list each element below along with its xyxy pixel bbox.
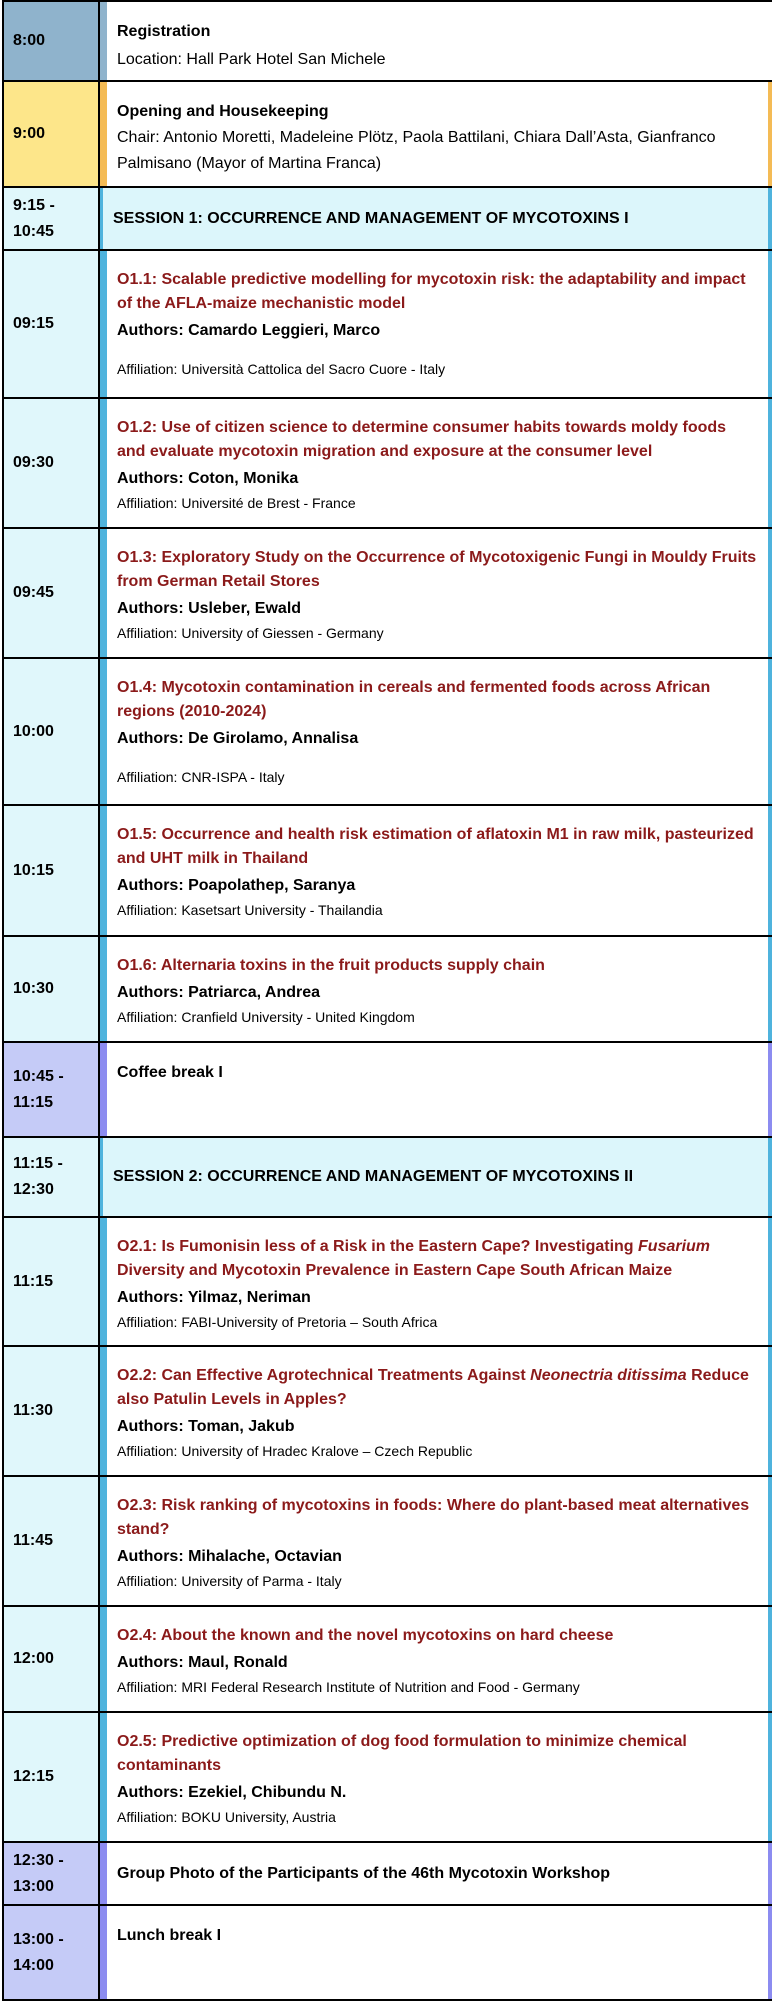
color-bar (100, 82, 107, 186)
talk-cell (107, 399, 772, 527)
talk-cell (107, 806, 772, 935)
color-bar-right (768, 399, 772, 527)
color-bar-right (768, 1607, 772, 1711)
event-cell (107, 2, 772, 80)
color-bar-right (768, 251, 772, 397)
schedule-row-lunch-break (2, 1906, 772, 2001)
talk-authors: Authors: Patriarca, Andrea (117, 984, 321, 1001)
session-title: SESSION 2: OCCURRENCE AND MANAGEMENT OF MYCOTOXINS II (113, 1168, 634, 1185)
talk-title-text: O2.3: Risk ranking of mycotoxins in foods: Where do plant-based meat alternatives stand? (117, 1497, 750, 1538)
color-bar (100, 1843, 107, 1904)
event-title: Lunch break I (117, 1927, 222, 1944)
color-bar-right (768, 659, 772, 804)
talk-title (117, 1235, 758, 1283)
session-cell (103, 188, 772, 249)
time-cell (2, 188, 100, 249)
schedule-row-session-2 (2, 1138, 772, 1218)
talk-affiliation: Affiliation: CNR-ISPA - Italy (117, 769, 285, 785)
color-bar (100, 1477, 107, 1605)
time-end: 13:00 (13, 1877, 54, 1895)
schedule-row-group-photo (2, 1843, 772, 1906)
event-cell (107, 1843, 772, 1904)
time-label: 10:30 (13, 980, 54, 997)
event-chair: Chair: Antonio Moretti, Madeleine Plötz, Paola Battilani, Chiara Dall’Asta, Gianfranco Palmisano (Mayor of Martina Franca) (117, 129, 716, 172)
talk-affiliation: Affiliation: University of Hradec Kralove – Czech Republic (117, 1443, 473, 1459)
time-cell (2, 1043, 100, 1136)
talk-affiliation: Affiliation: Università Cattolica del Sacro Cuore - Italy (117, 361, 446, 377)
color-bar-right (768, 1477, 772, 1605)
color-bar (100, 251, 107, 397)
color-bar-right (768, 1218, 772, 1345)
talk-title-species: Neonectria ditissima (530, 1367, 687, 1384)
talk-row (2, 1607, 772, 1713)
color-bar-right (768, 1713, 772, 1841)
time-cell (2, 82, 100, 186)
time-label: 8:00 (13, 32, 46, 49)
session-cell (103, 1138, 772, 1216)
time-cell (2, 937, 100, 1041)
talk-affiliation: Affiliation: FABI-University of Pretoria – South Africa (117, 1314, 438, 1330)
event-location: Location: Hall Park Hotel San Michele (117, 51, 386, 68)
talk-affiliation: Affiliation: MRI Federal Research Institute of Nutrition and Food - Germany (117, 1679, 580, 1695)
talk-row (2, 529, 772, 659)
talk-affiliation: Affiliation: BOKU University, Austria (117, 1809, 336, 1825)
time-cell (2, 1477, 100, 1605)
talk-row (2, 251, 772, 399)
time-cell (2, 806, 100, 935)
color-bar (100, 1906, 107, 1999)
talk-cell (107, 529, 772, 657)
talk-authors: Authors: Coton, Monika (117, 470, 299, 487)
time-start: 9:15 - (13, 196, 55, 214)
event-title: Group Photo of the Participants of the 46th Mycotoxin Workshop (117, 1864, 611, 1882)
color-bar-right (768, 1347, 772, 1475)
talk-authors: Authors: De Girolamo, Annalisa (117, 730, 359, 747)
talk-cell (107, 1477, 772, 1605)
talk-title-text: O2.4: About the known and the novel mycotoxins on hard cheese (117, 1627, 614, 1644)
talk-affiliation: Affiliation: Cranfield University - United Kingdom (117, 1009, 415, 1025)
color-bar-right (768, 82, 772, 186)
talk-title-species: Fusarium (638, 1238, 711, 1255)
time-cell (2, 251, 100, 397)
time-start: 10:45 - (13, 1067, 64, 1085)
time-label: 09:45 (13, 584, 54, 601)
talk-title-text: Diversity and Mycotoxin Prevalence in Eastern Cape South African Maize (117, 1262, 673, 1279)
time-cell (2, 1713, 100, 1841)
time-label: 09:30 (13, 454, 54, 471)
time-end: 14:00 (13, 1956, 54, 1974)
color-bar (100, 659, 107, 804)
color-bar (100, 937, 107, 1041)
color-bar (100, 1218, 107, 1345)
color-bar-right (768, 1138, 772, 1216)
talk-title: O1.6: Alternaria toxins in the fruit products supply chain (117, 957, 545, 974)
talk-cell (107, 251, 772, 397)
talk-row (2, 1218, 772, 1347)
talk-authors: Authors: Toman, Jakub (117, 1418, 295, 1435)
time-cell (2, 399, 100, 527)
color-bar-right (768, 1906, 772, 1999)
talk-affiliation: Affiliation: University of Giessen - Germany (117, 625, 384, 641)
time-cell (2, 1843, 100, 1904)
talk-title (117, 1494, 758, 1542)
talk-row (2, 937, 772, 1043)
time-label: 12:15 (13, 1768, 54, 1785)
time-end: 12:30 (13, 1181, 54, 1198)
color-bar (100, 2, 107, 80)
talk-cell (107, 937, 772, 1041)
schedule-row-registration (2, 2, 772, 82)
talk-row (2, 1477, 772, 1607)
talk-title: O1.1: Scalable predictive modelling for mycotoxin risk: the adaptability and impact of the AFLA-maize mechanistic model (117, 271, 746, 312)
talk-row (2, 399, 772, 529)
talk-authors: Authors: Poapolathep, Saranya (117, 877, 356, 894)
time-cell (2, 1906, 100, 1999)
time-cell (2, 1347, 100, 1475)
schedule-row-opening (2, 82, 772, 188)
talk-authors: Authors: Camardo Leggieri, Marco (117, 322, 381, 339)
color-bar-right (768, 1043, 772, 1136)
talk-authors: Authors: Yilmaz, Neriman (117, 1289, 311, 1306)
time-label: 10:15 (13, 861, 54, 879)
talk-cell (107, 1347, 772, 1475)
talk-title: O1.3: Exploratory Study on the Occurrence of Mycotoxigenic Fungi in Mouldy Fruits from German Retail Stores (117, 549, 757, 590)
talk-row (2, 1347, 772, 1477)
schedule-row-session-1 (2, 188, 772, 251)
talk-title: O1.4: Mycotoxin contamination in cereals and fermented foods across African regions (2010-2024) (117, 679, 711, 720)
talk-title-text: O2.5: Predictive optimization of dog food formulation to minimize chemical contaminants (117, 1733, 687, 1774)
color-bar-right (768, 806, 772, 935)
talk-authors: Authors: Ezekiel, Chibundu N. (117, 1784, 347, 1801)
session-title: SESSION 1: OCCURRENCE AND MANAGEMENT OF MYCOTOXINS I (113, 209, 629, 227)
talk-authors: Authors: Usleber, Ewald (117, 600, 302, 617)
talk-row (2, 1713, 772, 1843)
time-start: 13:00 - (13, 1930, 64, 1948)
talk-cell (107, 1218, 772, 1345)
event-title: Registration (117, 23, 211, 40)
time-label: 11:45 (13, 1532, 54, 1549)
color-bar-right (768, 937, 772, 1041)
color-bar (100, 399, 107, 527)
time-cell (2, 1607, 100, 1711)
talk-title: O1.5: Occurrence and health risk estimation of aflatoxin M1 in raw milk, pasteurized and UHT milk in Thailand (117, 826, 754, 867)
time-cell (2, 529, 100, 657)
event-title: Opening and Housekeeping (117, 103, 329, 120)
time-start: 12:30 - (13, 1851, 64, 1869)
talk-authors: Authors: Maul, Ronald (117, 1654, 288, 1671)
time-label: 09:15 (13, 315, 54, 332)
time-cell (2, 1218, 100, 1345)
talk-row (2, 806, 772, 937)
color-bar-right (768, 529, 772, 657)
time-cell (2, 2, 100, 80)
talk-title: O1.2: Use of citizen science to determine consumer habits towards moldy foods and evaluate mycotoxin migration and exposure at the consumer level (117, 419, 727, 460)
talk-title (117, 1364, 758, 1412)
talk-affiliation: Affiliation: Université de Brest - France (117, 495, 356, 511)
event-cell (107, 1906, 772, 1999)
color-bar-right (768, 188, 772, 249)
time-start: 11:15 - (13, 1155, 63, 1172)
time-end: 10:45 (13, 222, 54, 240)
schedule-table (2, 0, 772, 2001)
color-bar (100, 1607, 107, 1711)
color-bar-right (768, 1843, 772, 1904)
talk-cell (107, 1713, 772, 1841)
time-label: 10:00 (13, 722, 54, 740)
time-cell (2, 659, 100, 804)
color-bar (100, 1347, 107, 1475)
talk-title-text: O2.1: Is Fumonisin less of a Risk in the Eastern Cape? Investigating (117, 1238, 639, 1255)
color-bar (100, 529, 107, 657)
talk-title (117, 1730, 758, 1778)
time-label: 11:30 (13, 1402, 54, 1419)
talk-authors: Authors: Mihalache, Octavian (117, 1548, 342, 1565)
time-label: 11:15 (13, 1272, 54, 1290)
schedule-row-coffee-break (2, 1043, 772, 1138)
time-end: 11:15 (13, 1093, 54, 1111)
color-bar (100, 1713, 107, 1841)
time-label: 9:00 (13, 125, 46, 142)
talk-title (117, 1624, 758, 1648)
talk-affiliation: Affiliation: University of Parma - Italy (117, 1573, 342, 1589)
talk-row (2, 659, 772, 806)
talk-cell (107, 659, 772, 804)
event-cell (107, 82, 772, 186)
color-bar (100, 806, 107, 935)
time-label: 12:00 (13, 1650, 54, 1667)
talk-cell (107, 1607, 772, 1711)
time-cell (2, 1138, 100, 1216)
talk-title-text: Reduce also Patulin Levels in Apples? (117, 1367, 749, 1408)
color-bar (100, 1043, 107, 1136)
talk-affiliation: Affiliation: Kasetsart University - Thailandia (117, 902, 383, 918)
event-cell (107, 1043, 772, 1136)
talk-title-text: O2.2: Can Effective Agrotechnical Treatments Against (117, 1367, 531, 1384)
event-title: Coffee break I (117, 1064, 223, 1081)
